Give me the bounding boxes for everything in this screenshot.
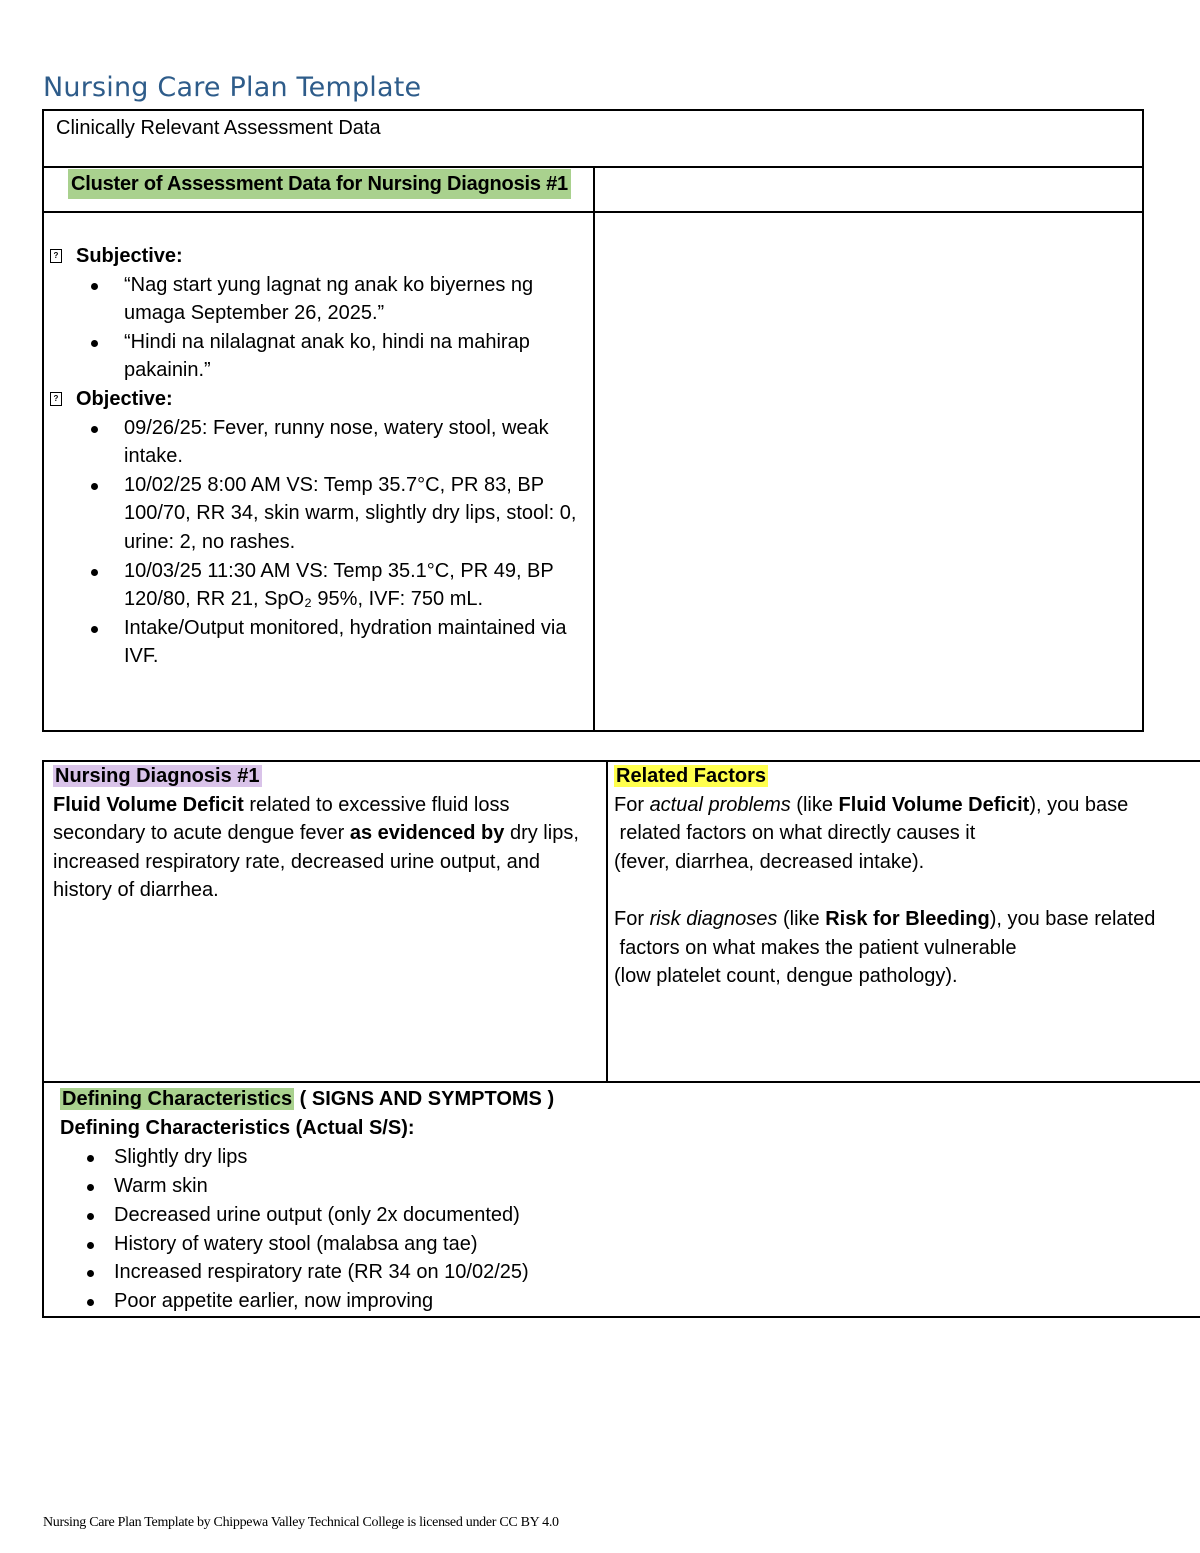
diagnosis-heading: Nursing Diagnosis #1 xyxy=(55,765,260,787)
related-factors-heading: Related Factors xyxy=(616,765,767,787)
defining-heading-row xyxy=(60,1085,960,1114)
text: (like xyxy=(790,793,839,816)
list-item: Decreased urine output (only 2x documented) xyxy=(114,1201,960,1230)
list-item: “Hindi na nilalagnat anak ko, hindi na mahirap pakainin.” xyxy=(124,328,590,385)
assessment-right-cell xyxy=(593,166,1144,732)
subjective-list xyxy=(50,271,590,385)
diagnosis-block xyxy=(53,762,598,905)
assessment-data xyxy=(50,242,590,671)
text: actual problems xyxy=(649,793,791,816)
text: ), you base xyxy=(1029,793,1129,816)
text: For xyxy=(614,907,650,930)
diagnosis-text: related to excessive fluid loss secondary to acute dengue fever xyxy=(53,793,510,845)
list-item: 10/03/25 11:30 AM VS: Temp 35.1°C, PR 49, BP 120/80, RR 21, SpO₂ 95%, IVF: 750 mL. xyxy=(124,557,590,614)
defining-subheading xyxy=(60,1114,960,1143)
related-factors-line: (fever, diarrhea, decreased intake). xyxy=(614,850,925,873)
related-factors-block xyxy=(614,762,1200,991)
license-footer: Nursing Care Plan Template by Chippewa Valley Technical College is licensed under CC BY 4.0 xyxy=(43,1515,559,1530)
checkbox-icon: ? xyxy=(50,392,62,406)
diagnosis-evidence: dry lips, increased respiratory rate, decreased urine output, and history of diarrhea. xyxy=(53,822,579,902)
page-title: Nursing Care Plan Template xyxy=(43,72,422,103)
objective-section xyxy=(50,385,590,414)
text: Defining Characteristics (Actual S/S): xyxy=(60,1116,415,1139)
text: Risk for Bleeding xyxy=(825,907,990,930)
list-item: Warm skin xyxy=(114,1172,960,1201)
assessment-header-cell xyxy=(42,109,1144,168)
related-factors-paragraph xyxy=(614,905,1200,934)
subjective-section xyxy=(50,242,590,271)
related-factors-paragraph xyxy=(614,791,1200,820)
related-factors-line: factors on what makes the patient vulnerable xyxy=(614,936,1017,959)
text: Fluid Volume Deficit xyxy=(838,793,1030,816)
defining-characteristics-block xyxy=(60,1085,960,1316)
defining-heading: Defining Characteristics xyxy=(62,1088,293,1110)
cluster-heading: Cluster of Assessment Data for Nursing Diagnosis #1 xyxy=(68,169,571,199)
list-item: 10/02/25 8:00 AM VS: Temp 35.7°C, PR 83, BP 100/70, RR 34, skin warm, slightly dry lips, stool: 0, urine: 2, no rashes. xyxy=(124,471,590,557)
text: (like xyxy=(777,907,826,930)
list-item: Increased respiratory rate (RR 34 on 10/02/25) xyxy=(114,1258,960,1287)
row-divider xyxy=(593,211,1144,213)
subjective-label: Subjective: xyxy=(76,245,183,267)
list-item: History of watery stool (malabsa ang tae) xyxy=(114,1230,960,1259)
checkbox-icon: ? xyxy=(50,249,62,263)
text: ), you base related xyxy=(989,907,1156,930)
text: risk diagnoses xyxy=(649,907,778,930)
text: For xyxy=(614,793,650,816)
diagnosis-term: Fluid Volume Deficit xyxy=(53,793,244,816)
related-factors-line: related factors on what directly causes it xyxy=(614,822,976,845)
list-item: “Nag start yung lagnat ng anak ko biyernes ng umaga September 26, 2025.” xyxy=(124,271,590,328)
objective-label: Objective: xyxy=(76,387,173,410)
list-item: Poor appetite earlier, now improving xyxy=(114,1287,960,1316)
assessment-header: Clinically Relevant Assessment Data xyxy=(56,117,381,139)
list-item: Slightly dry lips xyxy=(114,1143,960,1172)
related-factors-line: (low platelet count, dengue pathology). xyxy=(614,965,958,988)
defining-heading-suffix: ( SIGNS AND SYMPTOMS ) xyxy=(294,1088,555,1110)
list-item: Intake/Output monitored, hydration maintained via IVF. xyxy=(124,614,590,671)
objective-list xyxy=(50,414,590,671)
row-divider xyxy=(42,211,595,213)
diagnosis-evidence-label: as evidenced by xyxy=(349,822,505,845)
list-item: 09/26/25: Fever, runny nose, watery stool, weak intake. xyxy=(124,414,590,471)
defining-list xyxy=(60,1143,960,1316)
